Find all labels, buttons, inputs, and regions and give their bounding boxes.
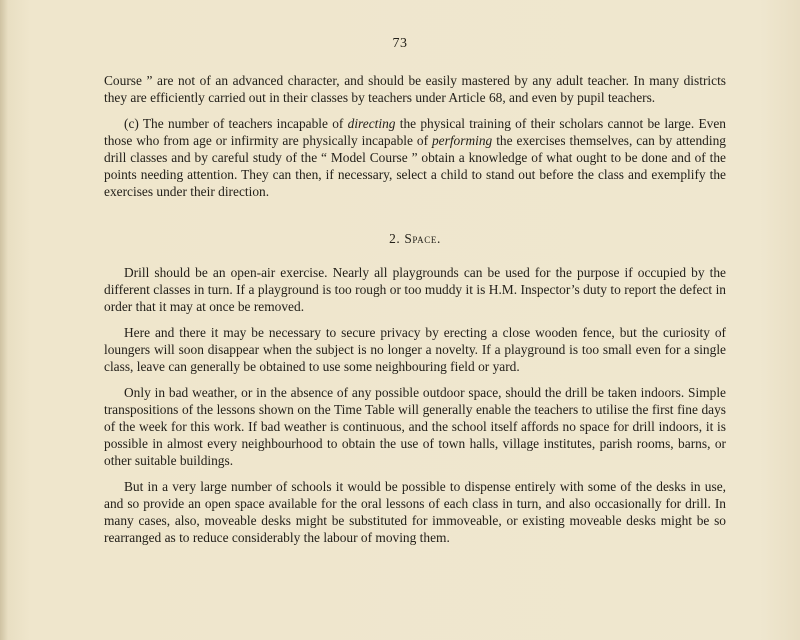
paragraph-c-prefix: (c) The number of teachers incapable of — [124, 116, 348, 131]
paragraph-c — [104, 115, 726, 200]
paragraph-continuation: Course ” are not of an advanced character, and should be easily mastered by any adult teacher. In many districts they are efficiently carried out in their classes by teachers under Article 68, and even by pupil teachers. — [104, 73, 726, 105]
paragraph-space-3: Only in bad weather, or in the absence of any possible outdoor space, should the drill be taken indoors. Simple transpositions of the lessons shown on the Time Table will generally enable the teachers to utilise the first fine days of the week for this work. If bad weather is continuous, and the school itself affords no space for drill indoors, it is possible in almost every neighbourhood to obtain the use of town halls, village institutes, parish rooms, barns, or other suitable buildings. — [104, 385, 726, 468]
emphasis-directing: directing — [347, 116, 396, 131]
section-heading — [104, 230, 726, 247]
body-text — [104, 72, 726, 555]
section-number: 2. — [389, 231, 401, 246]
paragraph-c-suffix: the exercises themselves, can by attending drill classes and by careful study of the “ Model Course ” obtain a knowledge of what ought to be done and of the points needing attention. They can then, if necessary, select a child to stand out before the class and exemplify the exercises under their direction. — [104, 133, 726, 199]
emphasis-performing: performing — [431, 133, 493, 148]
paragraph-c-middle: the physical training of their scholars cannot be large. Even those who from age or infirmity are physically incapable of — [104, 116, 726, 148]
paragraph-space-2: Here and there it may be necessary to secure privacy by erecting a close wooden fence, but the curiosity of loungers will soon disappear when the subject is no longer a novelty. If a playground is too small even for a single class, leave can generally be obtained to use some neighbouring field or yard. — [104, 325, 726, 374]
page-number: 73 — [392, 36, 408, 51]
paragraph-space-1: Drill should be an open-air exercise. Nearly all playgrounds can be used for the purpose if occupied by the different classes in turn. If a playground is too rough or too muddy it is H.M. Inspector’s duty to report the defect in order that it may at once be removed. — [104, 265, 726, 314]
section-title: Space. — [404, 231, 441, 246]
paragraph-space-4: But in a very large number of schools it would be possible to dispense entirely with some of the desks in use, and so provide an open space available for the oral lessons of each class in turn, and also occasionally for drill. In many cases, also, moveable desks might be substituted for immoveable, or existing moveable desks might be so rearranged as to reduce considerably the labour of moving them. — [104, 479, 726, 545]
page-edge-shadow — [0, 0, 8, 640]
